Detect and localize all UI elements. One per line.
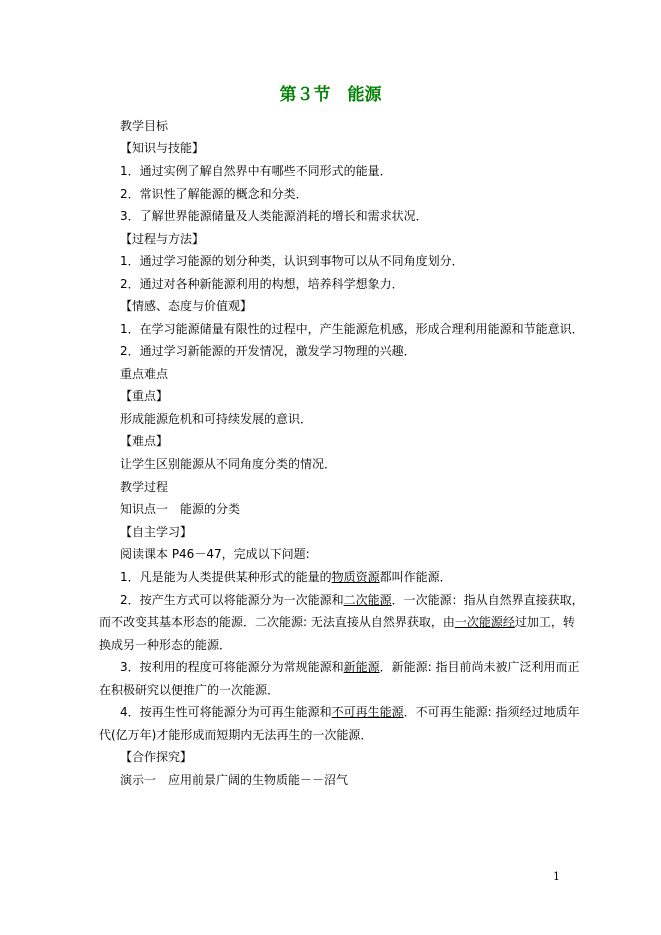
- question-2-answer-2: 一次能源经: [454, 615, 515, 629]
- question-4-text-a: 4．按再生性可将能源分为可再生能源和: [120, 705, 332, 719]
- question-3-text-b: ．新能源: 指目前尚未被广泛利用而正: [379, 660, 580, 674]
- question-3-answer: 新能源: [343, 660, 380, 674]
- attitude-heading: 【情感、态度与价值观】: [120, 299, 253, 313]
- knowledge-item-3: 3．了解世界能源储量及人类能源消耗的增长和需求状况．: [120, 209, 428, 223]
- attitude-item-2: 2．通过学习新能源的开发情况，激发学习物理的兴趣．: [120, 344, 416, 358]
- question-2-line-3: 换成另一种形态的能源．: [99, 638, 232, 652]
- section-heading-process: 教学过程: [120, 480, 169, 494]
- question-2-text-c: 过加工，转: [514, 615, 575, 629]
- process-heading: 【过程与方法】: [120, 232, 205, 246]
- key-heading: 【重点】: [120, 389, 169, 403]
- knowledge-item-2: 2．常识性了解能源的概念和分类．: [120, 187, 308, 201]
- process-item-2: 2．通过对各种新能源利用的构想，培养科学想象力．: [120, 277, 404, 291]
- question-3-line-2: 在积极研究以便推广的一次能源．: [99, 683, 280, 697]
- question-4-line-1: [120, 704, 580, 720]
- difficulty-heading: 【难点】: [120, 434, 169, 448]
- question-4-answer: 不可再生能源: [331, 705, 404, 719]
- question-2-line-2: [99, 614, 575, 630]
- key-text: 形成能源危机和可持续发展的意识．: [120, 412, 313, 426]
- page-title: 第３节 能源: [279, 85, 382, 105]
- page-number: 1: [553, 870, 560, 883]
- question-2-answer-1: 二次能源: [343, 593, 392, 607]
- question-1-text-b: 都叫作能源．: [379, 570, 452, 584]
- question-4-line-2: 代(亿万年)才能形成而短期内无法再生的一次能源．: [99, 728, 373, 742]
- question-2-text-line2: 而不改变其基本形态的能源．二次能源: 无法直接从自然界获取，由: [99, 615, 455, 629]
- section-heading-goals: 教学目标: [120, 119, 169, 133]
- difficulty-text: 让学生区别能源从不同角度分类的情况．: [120, 457, 337, 471]
- cooperation-heading: 【合作探究】: [120, 750, 193, 764]
- question-3-text-a: 3．按利用的程度可将能源分为常规能源和: [120, 660, 344, 674]
- question-1-text-a: 1．凡是能为人类提供某种形式的能量的: [120, 570, 332, 584]
- question-2-line-1: [120, 592, 584, 608]
- knowledge-point-title: 知识点一 能源的分类: [120, 502, 241, 516]
- demo-title: 演示一 应用前景广阔的生物质能－－沼气: [120, 773, 349, 787]
- process-item-1: 1．通过学习能源的划分种类，认识到事物可以从不同角度划分．: [120, 254, 464, 268]
- question-1: [120, 569, 452, 585]
- section-heading-keys: 重点难点: [120, 367, 169, 381]
- knowledge-item-1: 1．通过实例了解自然界中有哪些不同形式的能量．: [120, 164, 392, 178]
- reading-instruction: 阅读课本 P46－47，完成以下问题:: [120, 547, 310, 561]
- self-study-heading: 【自主学习】: [120, 525, 193, 539]
- question-3-line-1: [120, 659, 580, 675]
- attitude-item-1: 1．在学习能源储量有限性的过程中，产生能源危机感，形成合理利用能源和节能意识．: [120, 322, 584, 336]
- knowledge-heading: 【知识与技能】: [120, 141, 205, 155]
- question-1-answer: 物质资源: [331, 570, 380, 584]
- question-2-text-b: ．一次能源：指从自然界直接获取，: [391, 593, 584, 607]
- question-4-text-b: ．不可再生能源: 指须经过地质年: [403, 705, 580, 719]
- question-2-text-a: 2．按产生方式可以将能源分为一次能源和: [120, 593, 344, 607]
